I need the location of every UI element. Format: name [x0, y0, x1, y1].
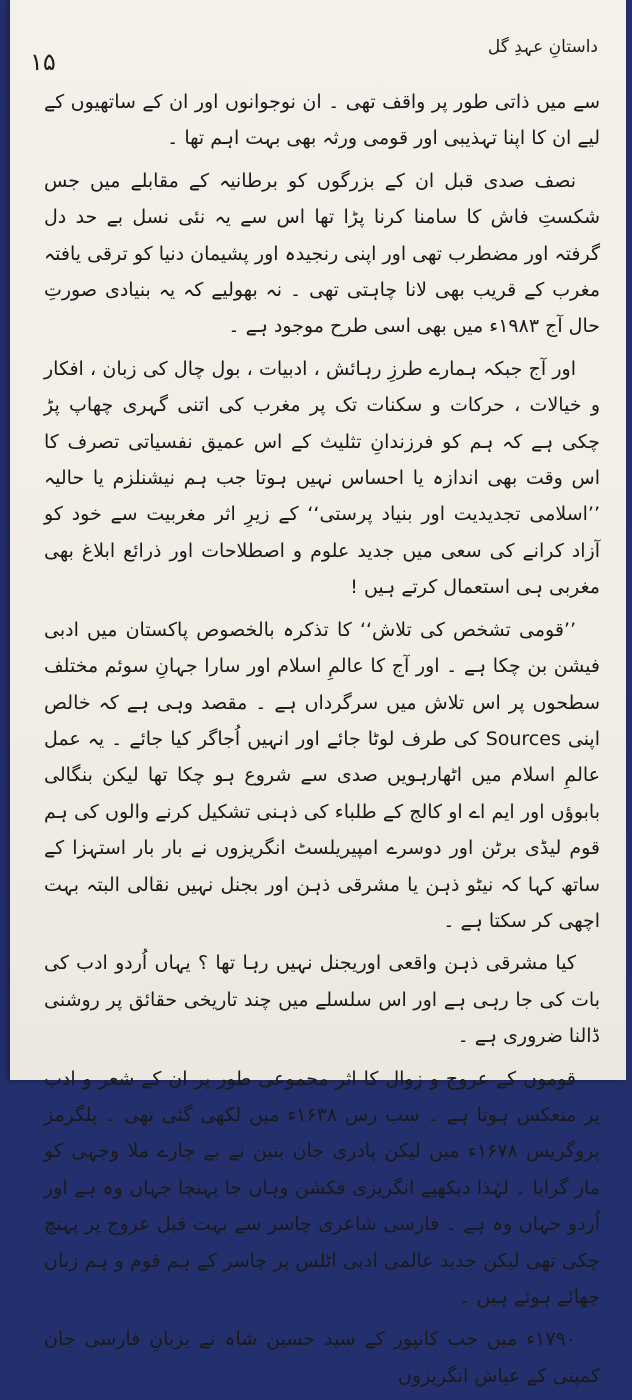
paragraph: ۱۷۹۰ء میں جب کانپور کے سید حسین شاہ نے بزبانِ فارسی جان کمپنی کے عیاش انگریزوں [44, 1328, 600, 1387]
book-page [10, 0, 626, 1387]
paragraph: نصف صدی قبل ان کے بزرگوں کو برطانیہ کے مقابلے میں جس شکستِ فاش کا سامنا کرنا پڑا تھا اس سے یہ نئی نسل بے حد دل گرفتہ اور مضطرب تھی اور اپنی رنجیدہ اور پشیمان دنیا کو ترقی یافتہ مغرب کے قریب بھی لانا چاہتی تھی ۔ نہ بھولیے کہ یہ بنیادی صورتِ حال آج ۱۹۸۳ء میں بھی اسی طرح موجود ہے ۔ [44, 169, 600, 338]
paragraph: کیا مشرقی ذہن واقعی اوریجنل نہیں رہا تھا ؟ یہاں اُردو ادب کی بات کی جا رہی ہے اور اس سلسلے میں چند تاریخی حقائق پر روشنی ڈالنا ضروری ہے ۔ [44, 952, 600, 1048]
paragraph: ’’قومی تشخص کی تلاش‘‘ کا تذکرہ بالخصوص پاکستان میں ادبی فیشن بن چکا ہے ۔ اور آج کا عالمِ اسلام اور سارا جہانِ سوئم مختلف سطحوں پر اس تلاش میں سرگرداں ہے ۔ مقصد وہی ہے کہ خالص اپنی Sources کی طرف لوٹا جائے اور انہیں اُجاگر کیا جائے ۔ یہ عمل عالمِ اسلام میں اٹھارہویں صدی سے شروع ہو چکا تھا لیکن بنگالی بابوؤں اور ایم اے او کالج کے طلباء کی ذہنی تشکیل کرنے والوں کی ہم قوم لیڈی برٹن اور دوسرے امپیریلسٹ انگریزوں نے بار بار استہزا کے ساتھ کہا کہ نیٹو ذہن یا مشرقی ذہن اور بجنل نہیں نقالی البتہ بہت اچھی کر سکتا ہے ۔ [44, 618, 600, 932]
paragraph: اور آج جبکہ ہمارے طرزِ رہائش ، ادبیات ، بول چال کی زبان ، افکار و خیالات ، حرکات و سکنات تک پر مغرب کی اتنی گہری چھاپ پڑ چکی ہے کہ ہم کو فرزندانِ تثلیث کے اس عمیق نفسیاتی تصرف کا اس وقت بھی اندازہ یا احساس نہیں ہوتا جب ہم نیشنلزم یا حالیہ ’’اسلامی تجدیدیت اور بنیاد پرستی‘‘ کے زیرِ اثر مغربیت سے خود کو آزاد کرانے کی سعی میں جدید علوم و اصطلاحات اور ذرائع ابلاغ بھی مغربی ہی استعمال کرتے ہیں ! [44, 357, 600, 599]
paragraph: قوموں کے عروج و زوال کا اثر مجموعی طور پر ان کے شعر و ادب پر منعکس ہوتا ہے ۔ سب رس ۱۶۳۸ء میں لکھی گئی تھی ۔ پلگرمز پروگریس ۱۶۷۸ء میں لیکن پادری جان بنین نے بے چارے ملا وجہی کو مار گرایا ۔ لہٰذا دیکھیے انگریزی فکشن وہاں جا پہنچا جہاں وہ ہے اور اُردو جہاں وہ ہے ۔ فارسی شاعری چاسر سے بہت قبل عروج پر پہنچ چکی تھی لیکن جدید عالمی ادبی اٹلس پر چاسر کے ہم قوم و ہم زبان چھائے ہوئے ہیں ۔ [44, 1067, 600, 1308]
paragraph: سے میں ذاتی طور پر واقف تھی ۔ ان نوجوانوں اور ان کے ساتھیوں کے لیے ان کا اپنا تہذیبی اور قومی ورثہ بھی بہت اہم تھا ۔ [44, 91, 600, 150]
page-number: ۱۵ [30, 48, 56, 76]
running-title: داستانِ عہدِ گل [487, 37, 598, 57]
body-text [44, 84, 600, 1400]
